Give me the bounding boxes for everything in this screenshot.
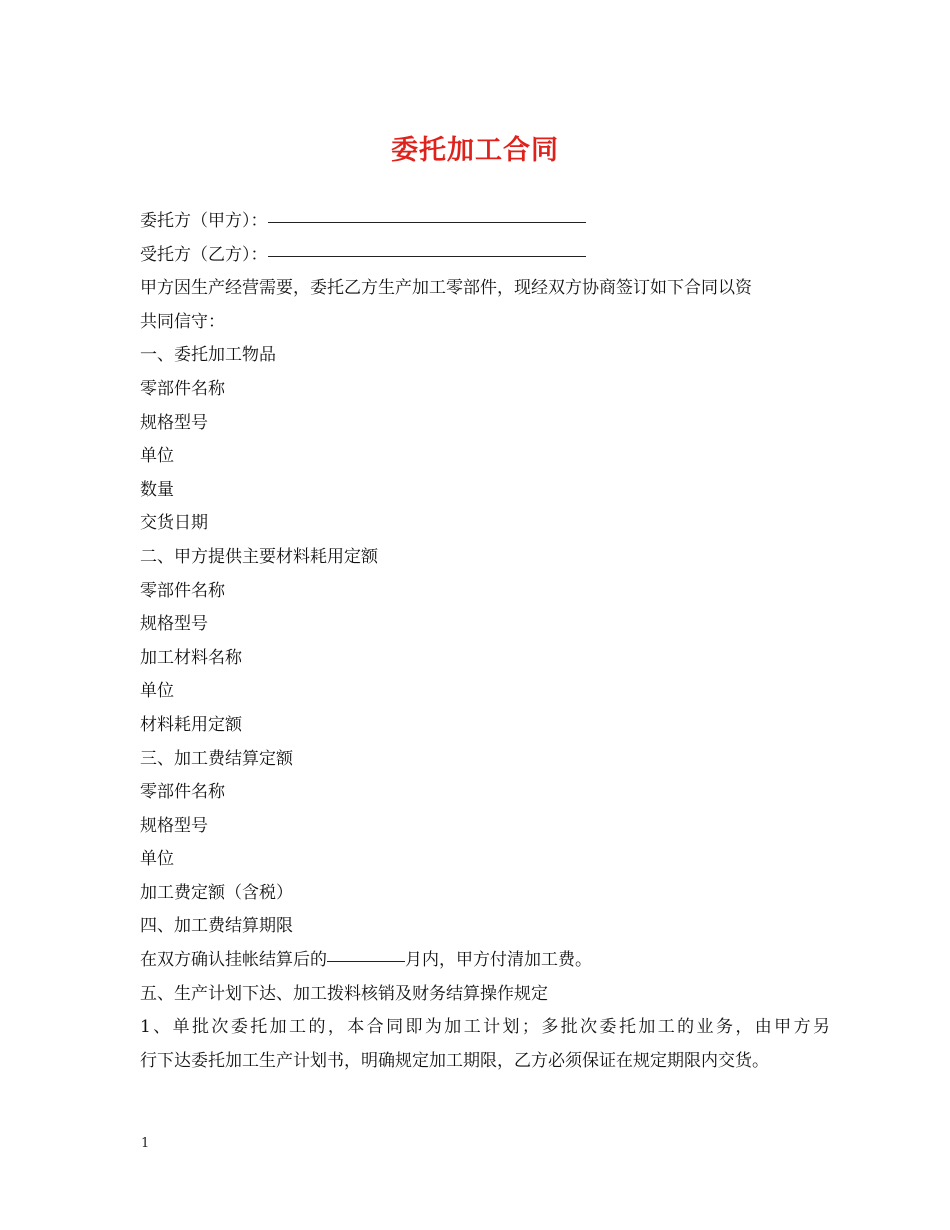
party-b-blank	[268, 236, 586, 257]
section-5-para-line-2: 行下达委托加工生产计划书，明确规定加工期限，乙方必须保证在规定期限内交货。	[140, 1050, 769, 1071]
section-2-item: 规格型号	[140, 614, 208, 635]
section-1-item: 单位	[140, 446, 174, 467]
term-text-before: 在双方确认挂帐结算后的	[140, 950, 327, 971]
section-2-item: 零部件名称	[140, 580, 225, 601]
intro-line-1: 甲方因生产经营需要，委托乙方生产加工零部件，现经双方协商签订如下合同以资	[140, 278, 752, 299]
party-b-label: 受托方（乙方）：	[140, 244, 268, 265]
intro-line-2: 共同信守：	[140, 311, 225, 332]
section-4-term-line	[140, 944, 830, 978]
section-2-heading: 二、甲方提供主要材料耗用定额	[140, 546, 378, 567]
term-text-after: 月内，甲方付清加工费。	[405, 950, 592, 971]
section-1-heading: 一、委托加工物品	[140, 345, 276, 366]
section-3-heading: 三、加工费结算定额	[140, 748, 293, 769]
months-blank	[327, 941, 405, 962]
section-3-item: 单位	[140, 849, 174, 870]
section-1-item: 零部件名称	[140, 378, 225, 399]
section-2-item: 单位	[140, 681, 174, 702]
section-2-item: 加工材料名称	[140, 647, 242, 668]
section-1-item: 交货日期	[140, 513, 208, 534]
party-a-blank	[268, 202, 586, 223]
section-1-item: 规格型号	[140, 412, 208, 433]
party-a-line	[140, 205, 830, 239]
section-3-item: 零部件名称	[140, 782, 225, 803]
section-5-para-line-1: 1、单批次委托加工的，本合同即为加工计划；多批次委托加工的业务，由甲方另	[140, 1017, 830, 1038]
section-3-item: 加工费定额（含税）	[140, 882, 293, 903]
document-title: 委托加工合同	[391, 135, 559, 166]
page-number: 1	[141, 1136, 150, 1151]
party-a-label: 委托方（甲方）：	[140, 211, 268, 231]
section-1-item: 数量	[140, 479, 174, 500]
section-2-item: 材料耗用定额	[140, 714, 242, 735]
section-4-heading: 四、加工费结算期限	[140, 916, 293, 937]
party-b-line	[140, 239, 830, 273]
section-3-item: 规格型号	[140, 815, 208, 836]
contract-body	[140, 205, 830, 1078]
section-5-heading: 五、生产计划下达、加工拨料核销及财务结算操作规定	[140, 983, 548, 1004]
